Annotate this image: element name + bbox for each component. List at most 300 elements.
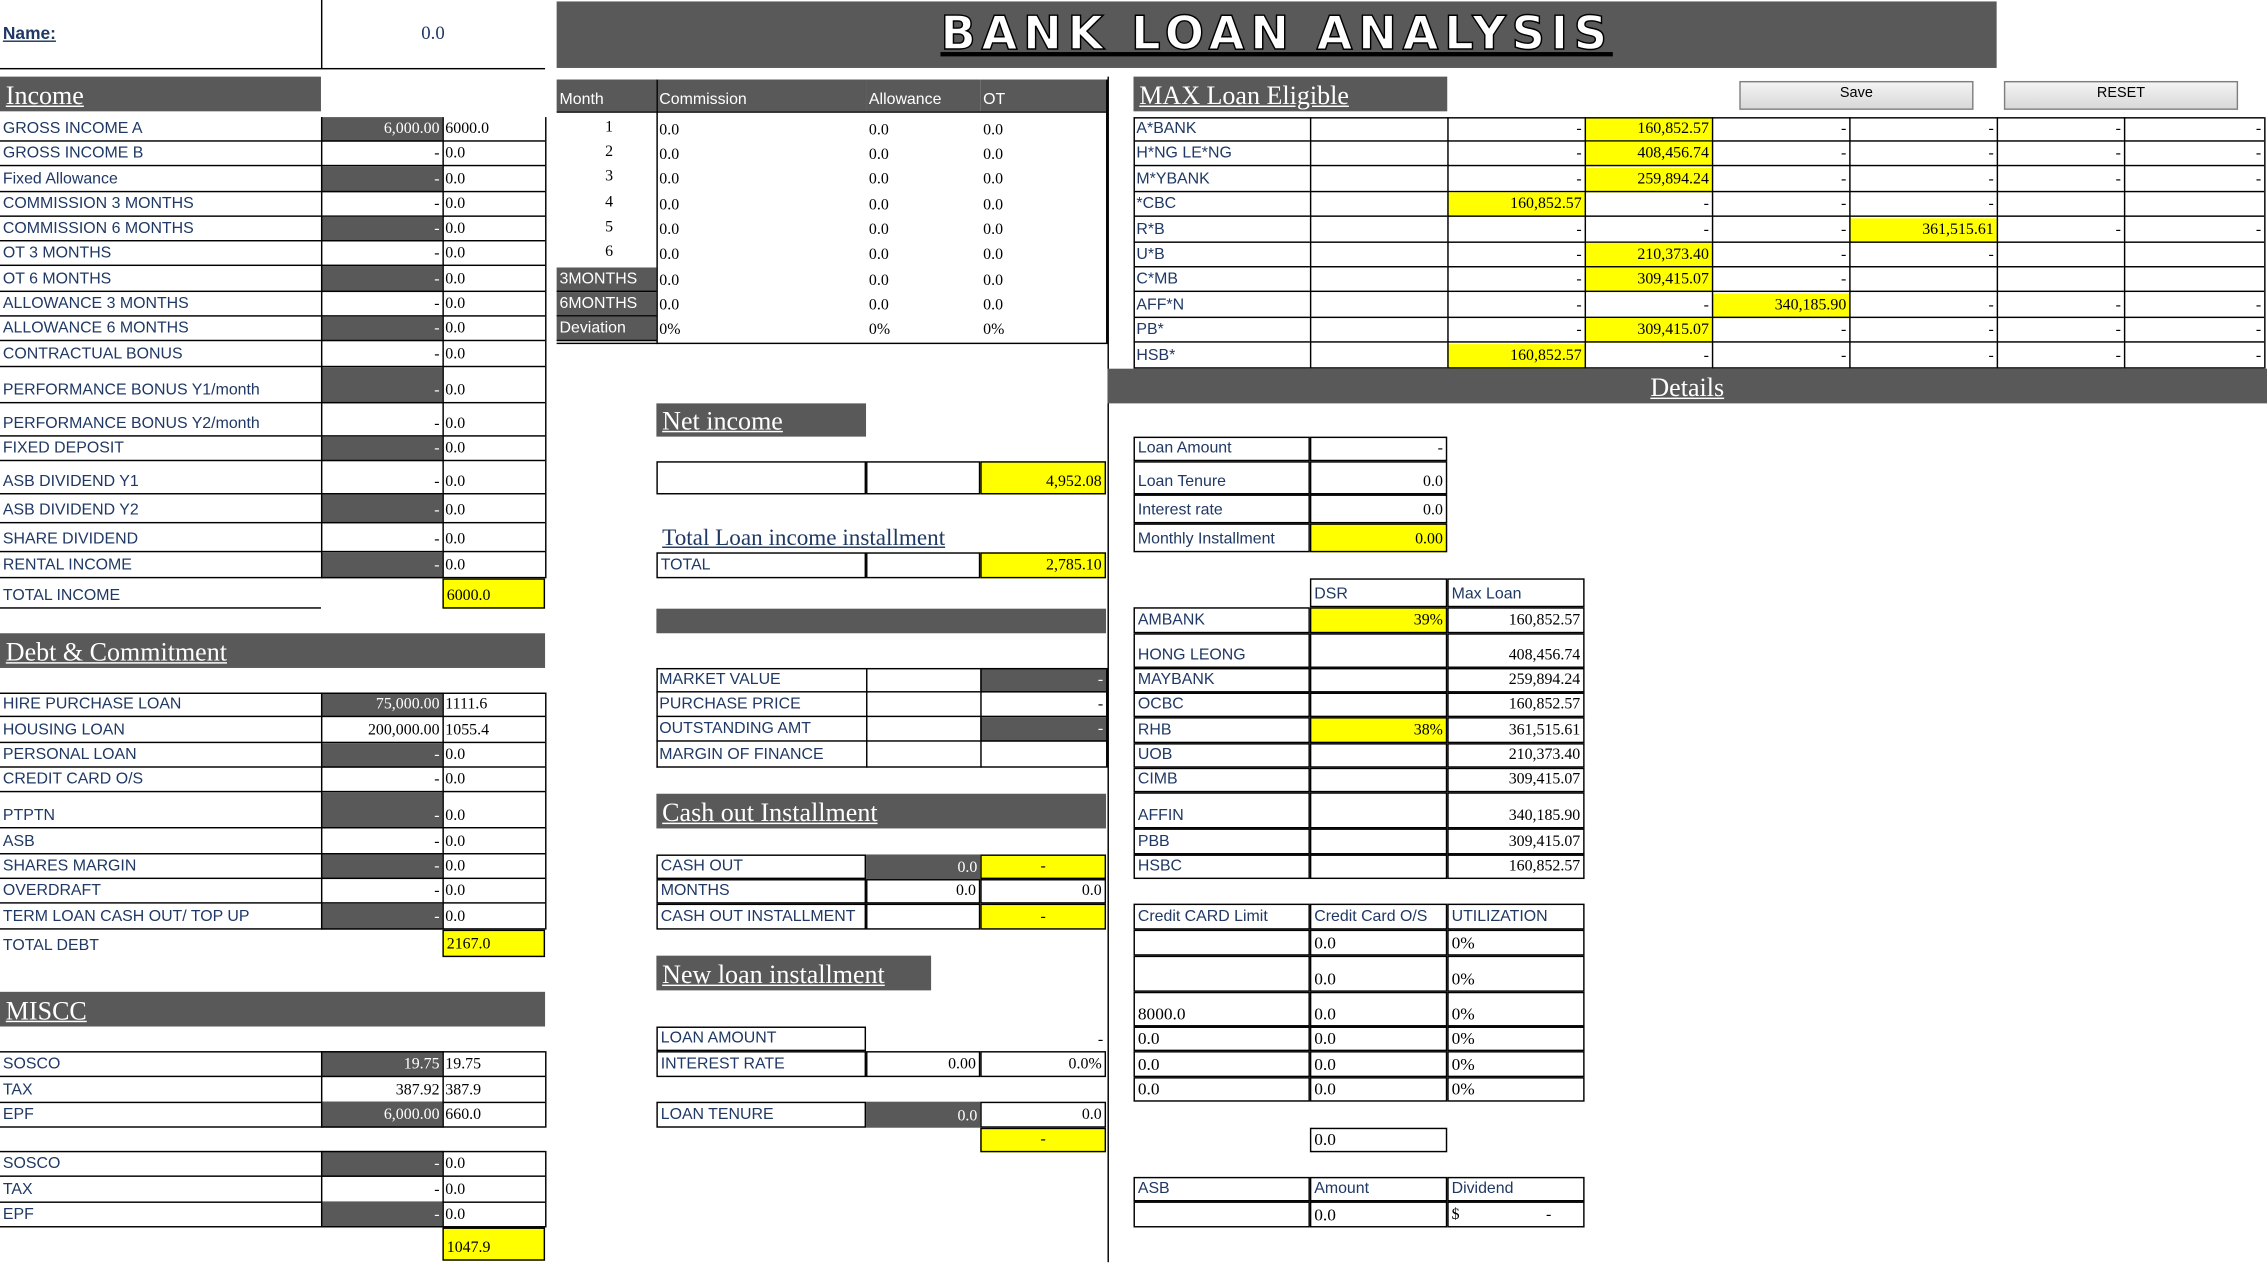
debt-row-label: PTPTN <box>0 792 321 828</box>
credit-limit-value[interactable]: 0.0 <box>1134 1077 1310 1102</box>
maxloan-cell: - <box>1849 293 1996 318</box>
page-title: BANK LOAN ANALYSIS <box>557 1 1997 68</box>
credit-limit-value[interactable]: 8000.0 <box>1134 992 1310 1027</box>
month-number: 6 <box>605 242 614 261</box>
income-row-value: 6000.0 <box>442 117 545 142</box>
grid-line <box>656 668 1106 669</box>
dsr-bank: UOB <box>1134 743 1310 768</box>
market-row-value[interactable]: - <box>980 717 1106 742</box>
new-loan-result: - <box>980 1128 1106 1153</box>
maxloan-cell <box>1849 268 1996 293</box>
monthly-summary-label: 3MONTHS <box>557 267 657 292</box>
dsr-bank: AFFIN <box>1134 792 1310 828</box>
ot-value[interactable]: 0.0 <box>983 245 1004 264</box>
income-row-value: 0.0 <box>442 142 545 167</box>
maxloan-cell: - <box>2124 218 2264 243</box>
income-row-input[interactable]: 6,000.00 <box>321 117 442 142</box>
utilization-value: 0% <box>1447 930 1584 956</box>
income-row-input[interactable]: - <box>321 166 442 192</box>
maxloan-cell: - <box>1585 218 1712 243</box>
credit-limit-header: Credit CARD Limit <box>1134 904 1310 930</box>
commission-value[interactable]: 0.0 <box>659 196 680 214</box>
allowance-value[interactable]: 0.0 <box>868 221 889 239</box>
dsr-value <box>1310 854 1447 879</box>
income-row-value: 0.0 <box>442 166 545 192</box>
maxloan-cell: - <box>1585 344 1712 369</box>
market-row-value[interactable] <box>980 743 1106 768</box>
monthly-header: OT <box>980 80 1106 112</box>
income-row-value: 0.0 <box>442 367 545 403</box>
month-number: 1 <box>605 118 614 136</box>
cash-out-input[interactable]: 0.0 <box>866 854 980 879</box>
dsr-value <box>1310 633 1447 668</box>
allowance-value[interactable]: 0.0 <box>868 245 889 264</box>
ot-summary: 0% <box>983 320 1005 339</box>
maxloan-cell <box>2124 268 2264 293</box>
income-section-title: Income <box>0 77 321 112</box>
maxloan-cell: - <box>1849 243 1996 268</box>
maxloan-cell: - <box>1849 167 1996 192</box>
utilization-value: 0% <box>1447 956 1584 992</box>
income-row-input[interactable]: - <box>321 292 442 317</box>
debt-row-input[interactable]: - <box>321 879 442 904</box>
income-row-value: 0.0 <box>442 292 545 317</box>
name-value[interactable]: 0.0 <box>421 21 445 44</box>
credit-limit-value[interactable]: 0.0 <box>1134 1027 1310 1052</box>
income-row-input[interactable]: - <box>321 523 442 552</box>
income-row-label: PERFORMANCE BONUS Y1/month <box>0 367 321 403</box>
debt-row-input[interactable]: - <box>321 792 442 828</box>
grid-line <box>557 111 1106 112</box>
cash-out-installment-blank <box>866 904 980 930</box>
max-loan-value: 309,415.07 <box>1447 828 1584 854</box>
dsr-value <box>1310 743 1447 768</box>
income-row-value: 0.0 <box>442 341 545 367</box>
maxloan-cell: - <box>2124 318 2264 343</box>
grid-line <box>321 117 322 578</box>
grid-line <box>0 693 545 694</box>
grid-line <box>321 693 322 930</box>
maxloan-cell: - <box>1712 167 1849 192</box>
miscc-row-input[interactable]: - <box>321 1177 442 1203</box>
income-row-value: 0.0 <box>442 437 545 462</box>
ot-value[interactable]: 0.0 <box>983 221 1004 239</box>
max-loan-value: 408,456.74 <box>1447 633 1584 668</box>
maxloan-bank: A*BANK <box>1134 117 1310 142</box>
miscc-row-input[interactable]: - <box>321 1151 442 1177</box>
month-number: 2 <box>605 143 614 161</box>
asb-dividend-header: Dividend <box>1447 1177 1584 1202</box>
miscc-row-input[interactable]: 6,000.00 <box>321 1102 442 1128</box>
income-row-label: SHARE DIVIDEND <box>0 523 321 552</box>
debt-row-value: 0.0 <box>442 879 545 904</box>
dsr-bank: CIMB <box>1134 768 1310 793</box>
maxloan-cell: - <box>1712 344 1849 369</box>
income-row-label: COMMISSION 3 MONTHS <box>0 192 321 217</box>
maxloan-cell: - <box>1712 318 1849 343</box>
maxloan-cell <box>1310 167 1447 192</box>
maxloan-cell: - <box>1712 142 1849 167</box>
save-button[interactable]: Save <box>1739 81 1973 110</box>
dsr-value <box>1310 768 1447 793</box>
miscc-row-label: TAX <box>0 1077 321 1103</box>
allowance-summary: 0.0 <box>868 296 889 314</box>
debt-row-value: 1055.4 <box>442 717 545 743</box>
income-row-value: 0.0 <box>442 494 545 523</box>
commission-value[interactable]: 0.0 <box>659 146 680 164</box>
dsr-value <box>1310 828 1447 854</box>
debt-row-input[interactable]: - <box>321 904 442 930</box>
months-input[interactable]: 0.0 <box>866 879 980 904</box>
income-row-label: CONTRACTUAL BONUS <box>0 341 321 367</box>
loan-detail-value: 0.0 <box>1310 494 1447 523</box>
income-row-input[interactable]: - <box>321 552 442 578</box>
grid-line <box>2264 117 2265 369</box>
ot-value[interactable]: 0.0 <box>983 170 1004 188</box>
maxloan-cell: - <box>1849 193 1996 218</box>
debt-row-label: OVERDRAFT <box>0 879 321 904</box>
credit-os-header: Credit Card O/S <box>1310 904 1447 930</box>
income-row-input[interactable]: - <box>321 341 442 367</box>
miscc-row-label: EPF <box>0 1201 321 1227</box>
maxloan-bank: H*NG LE*NG <box>1134 142 1310 167</box>
income-row-input[interactable]: - <box>321 317 442 342</box>
grid-line <box>0 68 545 69</box>
net-income-value: 4,952.08 <box>980 461 1106 494</box>
cash-out-installment-value: - <box>980 904 1106 930</box>
dsr-bank: PBB <box>1134 828 1310 854</box>
credit-os-value: 0.0 <box>1310 1051 1447 1077</box>
ot-value[interactable]: 0.0 <box>983 121 1004 139</box>
income-row-value: 0.0 <box>442 317 545 342</box>
income-row-label: PERFORMANCE BONUS Y2/month <box>0 403 321 436</box>
maxloan-cell: 309,415.07 <box>1585 318 1712 343</box>
income-row-input[interactable]: - <box>321 437 442 462</box>
grid-line <box>321 1151 322 1228</box>
debt-row-value: 0.0 <box>442 854 545 879</box>
credit-os-value: 0.0 <box>1310 930 1447 956</box>
market-row-value[interactable]: - <box>980 693 1106 718</box>
debt-row-input[interactable]: 75,000.00 <box>321 693 442 718</box>
grid-line <box>1107 77 1108 1263</box>
credit-os-value: 0.0 <box>1310 956 1447 992</box>
details-title: Details <box>1107 369 2267 404</box>
maxloan-cell: - <box>1997 344 2124 369</box>
allowance-value[interactable]: 0.0 <box>868 121 889 139</box>
income-row-label: Fixed Allowance <box>0 166 321 192</box>
asb-blank <box>1134 1201 1310 1227</box>
loan-tenure-input[interactable]: 0.0 <box>866 1102 980 1128</box>
grid-line <box>442 693 443 930</box>
debt-row-input[interactable]: - <box>321 768 442 793</box>
loan-detail-label: Monthly Installment <box>1134 523 1310 552</box>
market-row-blank <box>866 668 980 693</box>
debt-row-label: SHARES MARGIN <box>0 854 321 879</box>
interest-rate-label: INTEREST RATE <box>656 1051 866 1077</box>
grid-line <box>1134 117 1135 369</box>
income-row-input[interactable]: - <box>321 142 442 167</box>
max-loan-value: 160,852.57 <box>1447 607 1584 633</box>
ot-summary: 0.0 <box>983 296 1004 314</box>
maxloan-cell: - <box>1849 344 1996 369</box>
grid-line <box>656 668 657 768</box>
interest-rate-value: 0.0% <box>980 1051 1106 1077</box>
maxloan-bank: R*B <box>1134 218 1310 243</box>
utilization-header: UTILIZATION <box>1447 904 1584 930</box>
miscc-row-input[interactable]: - <box>321 1201 442 1227</box>
month-number: 5 <box>605 218 614 236</box>
maxloan-bank: PB* <box>1134 318 1310 343</box>
commission-value[interactable]: 0.0 <box>659 221 680 239</box>
month-number: 4 <box>605 193 614 212</box>
income-row-value: 0.0 <box>442 552 545 578</box>
reset-button[interactable]: RESET <box>2004 81 2238 110</box>
credit-limit-value[interactable] <box>1134 956 1310 992</box>
grid-line <box>1849 117 1850 369</box>
maxloan-cell: - <box>2124 117 2264 142</box>
maxloan-bank: AFF*N <box>1134 293 1310 318</box>
total-loan-value: 2,785.10 <box>980 552 1106 578</box>
maxloan-cell: - <box>2124 142 2264 167</box>
maxloan-cell: - <box>1585 293 1712 318</box>
max-loan-header: Max Loan <box>1447 578 1584 607</box>
miscc-row-input[interactable]: 19.75 <box>321 1051 442 1077</box>
miscc-row-label: EPF <box>0 1102 321 1128</box>
maxloan-cell: - <box>1712 268 1849 293</box>
miscc-row-value: 0.0 <box>442 1177 545 1203</box>
grid-line <box>1997 117 1998 369</box>
total-income-value: 6000.0 <box>442 578 545 608</box>
market-header-bar <box>656 609 1106 634</box>
maxloan-cell: - <box>1447 218 1584 243</box>
debt-row-value: 1111.6 <box>442 693 545 718</box>
monthly-summary-label: Deviation <box>557 317 657 342</box>
maxloan-cell: - <box>1997 293 2124 318</box>
loan-detail-label: Loan Tenure <box>1134 461 1310 494</box>
monthly-header: Commission <box>656 80 866 112</box>
maxloan-cell: - <box>1849 117 1996 142</box>
loan-detail-label: Loan Amount <box>1134 437 1310 462</box>
debt-section-title: Debt & Commitment <box>0 633 545 668</box>
grid-line <box>557 343 1106 344</box>
loan-tenure-value: 0.0 <box>980 1102 1106 1128</box>
allowance-value[interactable]: 0.0 <box>868 170 889 188</box>
maxloan-cell: - <box>1447 117 1584 142</box>
loan-amount-label: LOAN AMOUNT <box>656 1027 866 1052</box>
credit-total: 0.0 <box>1310 1128 1447 1153</box>
loan-detail-label: Interest rate <box>1134 494 1310 523</box>
maxloan-cell: - <box>1849 142 1996 167</box>
income-row-label: ASB DIVIDEND Y1 <box>0 461 321 494</box>
commission-value[interactable]: 0.0 <box>659 170 680 188</box>
max-loan-value: 160,852.57 <box>1447 854 1584 879</box>
debt-row-input[interactable]: - <box>321 828 442 854</box>
grid-line <box>0 1051 545 1052</box>
maxloan-cell <box>1310 243 1447 268</box>
debt-row-label: ASB <box>0 828 321 854</box>
maxloan-cell: 309,415.07 <box>1585 268 1712 293</box>
debt-row-value: 0.0 <box>442 768 545 793</box>
debt-row-input[interactable]: - <box>321 743 442 768</box>
maxloan-cell <box>1310 142 1447 167</box>
maxloan-cell <box>1997 193 2124 218</box>
maxloan-cell: - <box>1447 318 1584 343</box>
grid-line <box>442 1051 443 1128</box>
ot-summary: 0.0 <box>983 271 1004 290</box>
maxloan-cell: - <box>1997 218 2124 243</box>
grid-line <box>1585 117 1586 369</box>
loan-amount-value[interactable]: - <box>1097 1030 1104 1049</box>
maxloan-cell: - <box>2124 167 2264 192</box>
credit-os-value: 0.0 <box>1310 992 1447 1027</box>
miscc-row-label: TAX <box>0 1177 321 1203</box>
maxloan-bank: HSB* <box>1134 344 1310 369</box>
debt-row-label: TERM LOAN CASH OUT/ TOP UP <box>0 904 321 930</box>
market-row-label: MARKET VALUE <box>656 668 866 693</box>
maxloan-bank: *CBC <box>1134 193 1310 218</box>
months-value: 0.0 <box>980 879 1106 904</box>
cash-out-value: - <box>980 854 1106 879</box>
grid-line <box>980 668 981 768</box>
currency-symbol: $ <box>1451 1205 1460 1224</box>
grid-line <box>1310 117 1311 369</box>
maxloan-cell: 361,515.61 <box>1849 218 1996 243</box>
max-loan-value: 340,185.90 <box>1447 792 1584 828</box>
income-row-input[interactable]: - <box>321 494 442 523</box>
asb-dividend-cell <box>1447 1201 1584 1227</box>
dsr-bank: MAYBANK <box>1134 668 1310 693</box>
grid-line <box>866 668 867 768</box>
cashout-title: Cash out Installment <box>656 794 1106 829</box>
miscc-row-value: 19.75 <box>442 1051 545 1077</box>
total-debt-value: 2167.0 <box>442 930 545 957</box>
utilization-value: 0% <box>1447 1051 1584 1077</box>
interest-rate-input[interactable]: 0.00 <box>866 1051 980 1077</box>
maxloan-cell <box>1310 318 1447 343</box>
maxloan-cell: - <box>1447 293 1584 318</box>
dsr-bank: AMBANK <box>1134 607 1310 633</box>
grid-line <box>321 1051 322 1128</box>
miscc-row-value: 0.0 <box>442 1151 545 1177</box>
debt-row-value: 0.0 <box>442 743 545 768</box>
asb-amount-header: Amount <box>1310 1177 1447 1202</box>
maxloan-cell: - <box>1997 167 2124 192</box>
market-row-value[interactable]: - <box>980 668 1106 693</box>
maxloan-cell <box>1310 218 1447 243</box>
dsr-bank: HONG LEONG <box>1134 633 1310 668</box>
commission-summary: 0.0 <box>659 296 680 314</box>
cash-out-label: CASH OUT <box>656 854 866 879</box>
miscc-row-value: 387.9 <box>442 1077 545 1103</box>
total-debt-label: TOTAL DEBT <box>2 936 99 955</box>
commission-value[interactable]: 0.0 <box>659 245 680 264</box>
maxloan-bank: U*B <box>1134 243 1310 268</box>
income-row-input[interactable]: - <box>321 367 442 403</box>
maxloan-title: MAX Loan Eligible <box>1134 77 1448 112</box>
maxloan-cell <box>2124 193 2264 218</box>
income-row-input[interactable]: - <box>321 461 442 494</box>
debt-row-input[interactable]: 200,000.00 <box>321 717 442 743</box>
grid-line <box>2124 117 2125 369</box>
income-row-label: COMMISSION 6 MONTHS <box>0 217 321 242</box>
debt-row-label: CREDIT CARD O/S <box>0 768 321 793</box>
asb-amount-value[interactable]: 0.0 <box>1310 1201 1447 1227</box>
maxloan-cell <box>1310 117 1447 142</box>
income-row-input[interactable]: - <box>321 266 442 292</box>
grid-line <box>545 1151 546 1228</box>
maxloan-cell: - <box>2124 344 2264 369</box>
loan-tenure-label: LOAN TENURE <box>656 1102 866 1128</box>
income-row-input[interactable]: - <box>321 192 442 217</box>
grid-line <box>1712 117 1713 369</box>
maxloan-cell: 210,373.40 <box>1585 243 1712 268</box>
utilization-value: 0% <box>1447 1027 1584 1052</box>
dsr-value: 38% <box>1310 717 1447 743</box>
income-row-label: RENTAL INCOME <box>0 552 321 578</box>
allowance-summary: 0% <box>868 320 891 339</box>
commission-summary: 0.0 <box>659 271 680 290</box>
debt-row-value: 0.0 <box>442 792 545 828</box>
monthly-header: Month <box>557 80 657 112</box>
income-row-input[interactable]: - <box>321 241 442 266</box>
income-row-value: 0.0 <box>442 461 545 494</box>
asb-dividend-value: - <box>1546 1205 1552 1224</box>
months-label: MONTHS <box>656 879 866 904</box>
grid-line <box>1447 117 1448 369</box>
max-loan-value: 259,894.24 <box>1447 668 1584 693</box>
credit-limit-value[interactable] <box>1134 930 1310 956</box>
dsr-bank: HSBC <box>1134 854 1310 879</box>
monthly-header: Allowance <box>866 80 980 112</box>
debt-row-label: HOUSING LOAN <box>0 717 321 743</box>
commission-value[interactable]: 0.0 <box>659 121 680 139</box>
income-row-input[interactable]: - <box>321 403 442 436</box>
market-row-label: MARGIN OF FINANCE <box>656 743 866 768</box>
total-loan-title: Total Loan income installment <box>662 526 946 551</box>
maxloan-cell: - <box>1585 193 1712 218</box>
allowance-value[interactable]: 0.0 <box>868 196 889 214</box>
miscc-row-value: 0.0 <box>442 1201 545 1227</box>
grid-line <box>545 693 546 930</box>
income-row-label: OT 6 MONTHS <box>0 266 321 292</box>
maxloan-cell <box>1997 268 2124 293</box>
maxloan-cell: - <box>1712 218 1849 243</box>
utilization-value: 0% <box>1447 992 1584 1027</box>
maxloan-cell: - <box>2124 293 2264 318</box>
miscc-row-input[interactable]: 387.92 <box>321 1077 442 1103</box>
income-row-value: 0.0 <box>442 241 545 266</box>
market-row-blank <box>866 717 980 742</box>
allowance-value[interactable]: 0.0 <box>868 146 889 164</box>
maxloan-cell <box>1310 193 1447 218</box>
maxloan-cell: 160,852.57 <box>1447 193 1584 218</box>
ot-value[interactable]: 0.0 <box>983 196 1004 214</box>
ot-value[interactable]: 0.0 <box>983 146 1004 164</box>
credit-limit-value[interactable]: 0.0 <box>1134 1051 1310 1077</box>
allowance-summary: 0.0 <box>868 271 889 290</box>
income-row-label: ALLOWANCE 6 MONTHS <box>0 317 321 342</box>
month-number: 3 <box>605 167 614 186</box>
maxloan-cell: - <box>1447 167 1584 192</box>
maxloan-cell: - <box>1447 243 1584 268</box>
maxloan-bank: M*YBANK <box>1134 167 1310 192</box>
dsr-bank: RHB <box>1134 717 1310 743</box>
maxloan-cell: - <box>1997 318 2124 343</box>
income-row-input[interactable]: - <box>321 217 442 242</box>
grid-line <box>442 1151 443 1228</box>
debt-row-input[interactable]: - <box>321 854 442 879</box>
income-row-label: OT 3 MONTHS <box>0 241 321 266</box>
